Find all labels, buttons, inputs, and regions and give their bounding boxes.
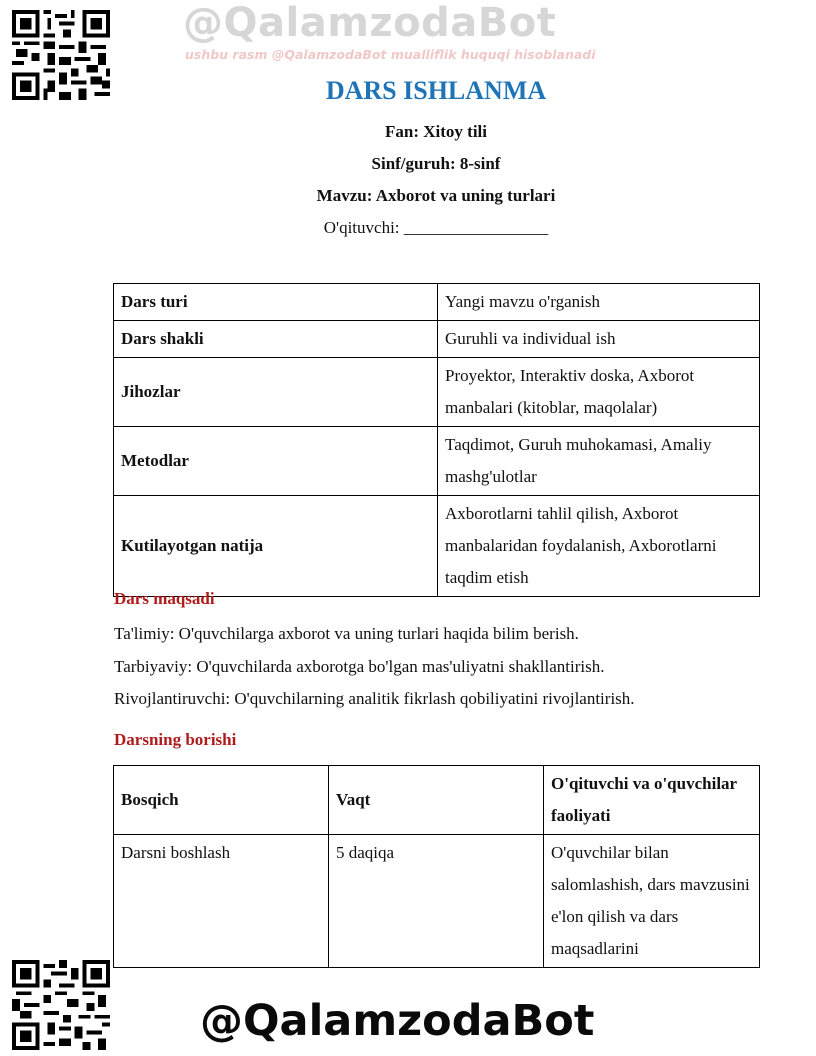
goal-educational: Ta'limiy: O'quvchilarga axborot va uning turlari haqida bilim berish. <box>114 624 579 643</box>
document-title: DARS ISHLANMA <box>325 76 547 105</box>
info-label: Metodlar <box>114 427 438 496</box>
table-header-row <box>114 766 760 835</box>
subject-line: Fan: Xitoy tili <box>385 122 487 141</box>
lesson-info-table <box>113 283 760 597</box>
watermark-top: @QalamzodaBot <box>183 0 557 46</box>
info-value: Taqdimot, Guruh muhokamasi, Amaliy mashg'ulotlar <box>438 427 760 496</box>
info-label: Dars shakli <box>114 321 438 358</box>
grade-line: Sinf/guruh: 8-sinf <box>371 154 501 173</box>
info-value: Proyektor, Interaktiv doska, Axborot manbalari (kitoblar, maqolalar) <box>438 358 760 427</box>
table-row <box>114 358 760 427</box>
stage-cell: Darsni boshlash <box>114 835 329 968</box>
table-row <box>114 284 760 321</box>
column-header: O'qituvchi va o'quvchilar faoliyati <box>544 766 760 835</box>
info-label: Dars turi <box>114 284 438 321</box>
goal-upbringing: Tarbiyaviy: O'quvchilarda axborotga bo'lgan mas'uliyatni shakllantirish. <box>114 657 605 676</box>
lesson-flow-table <box>113 765 760 968</box>
goals-heading: Dars maqsadi <box>114 589 215 608</box>
info-value: Axborotlarni tahlil qilish, Axborot manbalaridan foydalanish, Axborotlarni taqdim etish <box>438 496 760 597</box>
teacher-line: O'qituvchi: _________________ <box>323 218 549 237</box>
column-header: Bosqich <box>114 766 329 835</box>
time-cell: 5 daqiqa <box>329 835 544 968</box>
topic-line: Mavzu: Axborot va uning turlari <box>316 186 556 205</box>
qr-code-icon <box>12 960 110 1050</box>
column-header: Vaqt <box>329 766 544 835</box>
info-label: Jihozlar <box>114 358 438 427</box>
table-row <box>114 835 760 968</box>
goal-developmental: Rivojlantiruvchi: O'quvchilarning analitik fikrlash qobiliyatini rivojlantirish. <box>114 689 635 708</box>
watermark-subtitle: ushbu rasm @QalamzodaBot mualliflik huquqi hisoblanadi <box>185 47 596 62</box>
info-value: Yangi mavzu o'rganish <box>438 284 760 321</box>
table-row <box>114 427 760 496</box>
table-row <box>114 496 760 597</box>
watermark-bottom: @QalamzodaBot <box>200 996 595 1046</box>
flow-heading: Darsning borishi <box>114 730 237 749</box>
info-value: Guruhli va individual ish <box>438 321 760 358</box>
table-row <box>114 321 760 358</box>
info-label: Kutilayotgan natija <box>114 496 438 597</box>
activity-cell: O'quvchilar bilan salomlashish, dars mavzusini e'lon qilish va dars maqsadlarini <box>544 835 760 968</box>
